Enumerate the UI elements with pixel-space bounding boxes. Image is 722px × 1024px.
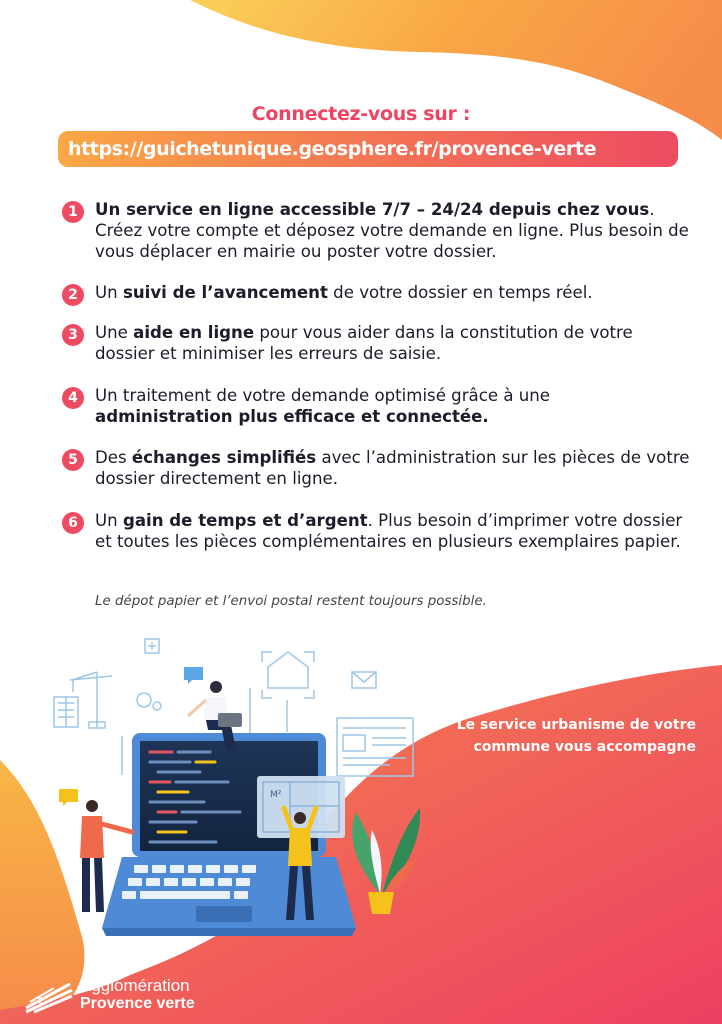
- page-heading: Connectez-vous sur :: [251, 103, 471, 125]
- url-bar[interactable]: [58, 131, 678, 167]
- logo-text-line-1: Agglomération: [80, 976, 190, 995]
- logo-mark-icon: [24, 978, 74, 1014]
- feature-text: Un service en ligne accessible 7/7 – 24/24 depuis chez vous. Créez votre compte et déposez votre demande en ligne. Plus besoin de vous déplacer en mairie ou poster votre dossier.: [95, 200, 689, 261]
- plan-label: M²: [270, 790, 282, 800]
- feature-text: Un gain de temps et d’argent. Plus besoin d’imprimer votre dossier et toutes les pièces complémentaires en plusieurs exemplaires papier.: [95, 511, 683, 551]
- feature-text: Des échanges simplifiés avec l’administration sur les pièces de votre dossier directement en ligne.: [95, 448, 690, 488]
- feature-number-badge: 3: [62, 324, 84, 346]
- accompany-line-1: Le service urbanisme de votre: [456, 717, 696, 733]
- feature-number-badge: 2: [62, 284, 84, 306]
- logo-text-line-2: Provence verte: [80, 995, 195, 1012]
- footnote: Le dépot papier et l’envoi postal restent toujours possible.: [95, 594, 487, 609]
- feature-number-badge: 5: [62, 449, 84, 471]
- accompany-line-2: commune vous accompagne: [473, 739, 696, 755]
- feature-number-badge: 4: [62, 387, 84, 409]
- url-link[interactable]: https://guichetunique.geosphere.fr/provence-verte: [68, 138, 597, 160]
- chat-bubble-icon: [184, 667, 203, 684]
- chat-bubble-icon: [59, 789, 78, 806]
- feature-number-badge: 1: [62, 201, 84, 223]
- feature-text: Un suivi de l’avancement de votre dossier en temps réel.: [95, 283, 593, 302]
- feature-number-badge: 6: [62, 512, 84, 534]
- feature-text: Un traitement de votre demande optimisé grâce à une administration plus efficace et connectée.: [95, 386, 550, 426]
- accompany-text: [457, 714, 696, 758]
- feature-text: Une aide en ligne pour vous aider dans la constitution de votre dossier et minimiser les erreurs de saisie.: [95, 323, 633, 363]
